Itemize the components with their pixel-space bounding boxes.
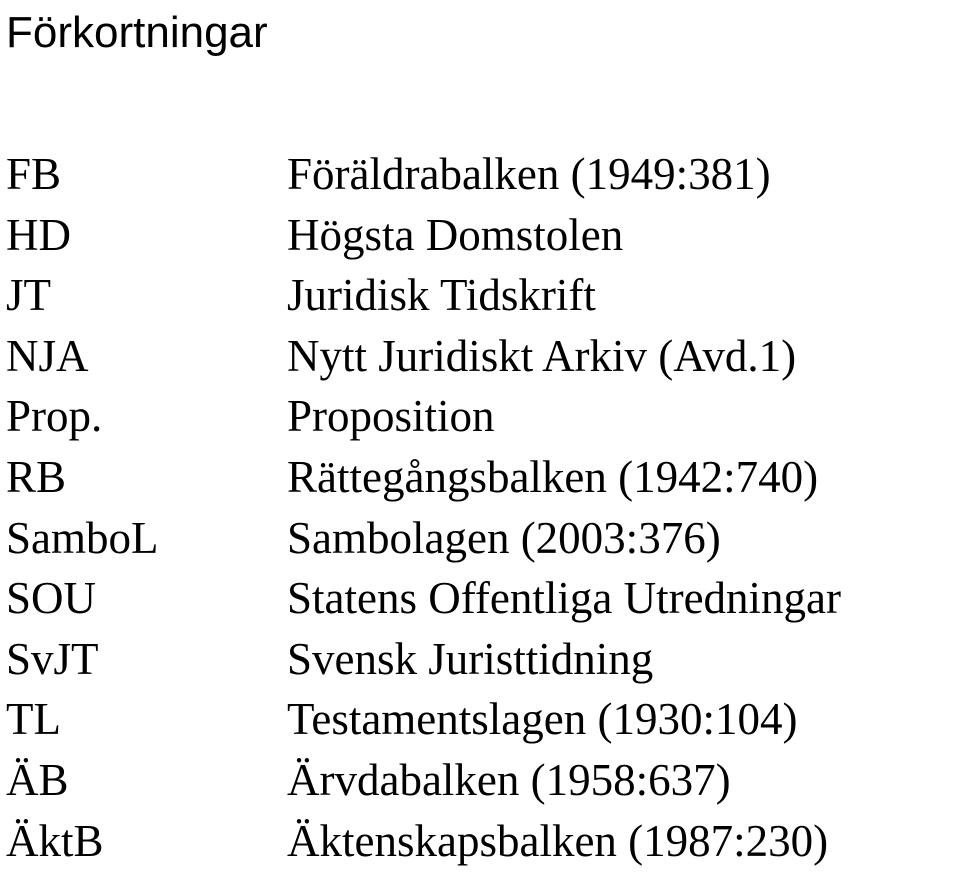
abbreviation-meaning: Juridisk Tidskrift — [287, 270, 596, 321]
abbreviation-meaning: Föräldrabalken (1949:381) — [287, 149, 771, 199]
abbreviation-meaning: Ärvdabalken (1958:637) — [287, 754, 731, 805]
abbreviation-row — [0, 326, 960, 387]
abbreviation-row — [0, 811, 960, 872]
abbreviation-term: JT — [6, 270, 51, 321]
abbreviation-row — [0, 568, 960, 629]
abbreviation-meaning: Svensk Juristtidning — [287, 633, 654, 684]
abbreviation-term: TL — [6, 694, 61, 745]
abbreviation-term: RB — [6, 451, 67, 502]
abbreviation-term: HD — [6, 209, 71, 260]
abbreviation-term: NJA — [6, 330, 89, 381]
abbreviation-meaning: Högsta Domstolen — [287, 209, 624, 260]
abbreviation-row — [0, 689, 960, 750]
abbreviation-term: FB — [6, 149, 62, 199]
abbreviation-list — [0, 144, 960, 871]
abbreviation-term: ÄktB — [6, 815, 104, 866]
abbreviation-meaning: Sambolagen (2003:376) — [287, 512, 721, 563]
abbreviation-term: ÄB — [6, 754, 69, 805]
abbreviation-meaning: Statens Offentliga Utredningar — [287, 573, 842, 624]
abbreviation-term: SOU — [6, 573, 97, 624]
abbreviation-term: SamboL — [6, 512, 159, 563]
abbreviation-meaning: Äktenskapsbalken (1987:230) — [287, 815, 829, 866]
abbreviation-term: SvJT — [6, 633, 99, 684]
abbreviation-row — [0, 508, 960, 569]
abbreviation-meaning: Proposition — [287, 391, 495, 442]
abbreviation-row — [0, 265, 960, 326]
abbreviation-meaning: Testamentslagen (1930:104) — [287, 694, 798, 745]
page-title: Förkortningar — [6, 8, 268, 57]
abbreviation-meaning: Nytt Juridiskt Arkiv (Avd.1) — [287, 330, 797, 381]
abbreviation-row — [0, 750, 960, 811]
abbreviation-meaning: Rättegångsbalken (1942:740) — [287, 451, 819, 502]
abbreviation-row — [0, 386, 960, 447]
abbreviation-row — [0, 144, 960, 205]
abbreviation-row — [0, 205, 960, 266]
abbreviation-row — [0, 629, 960, 690]
abbreviation-term: Prop. — [6, 391, 103, 442]
abbreviation-row — [0, 447, 960, 508]
